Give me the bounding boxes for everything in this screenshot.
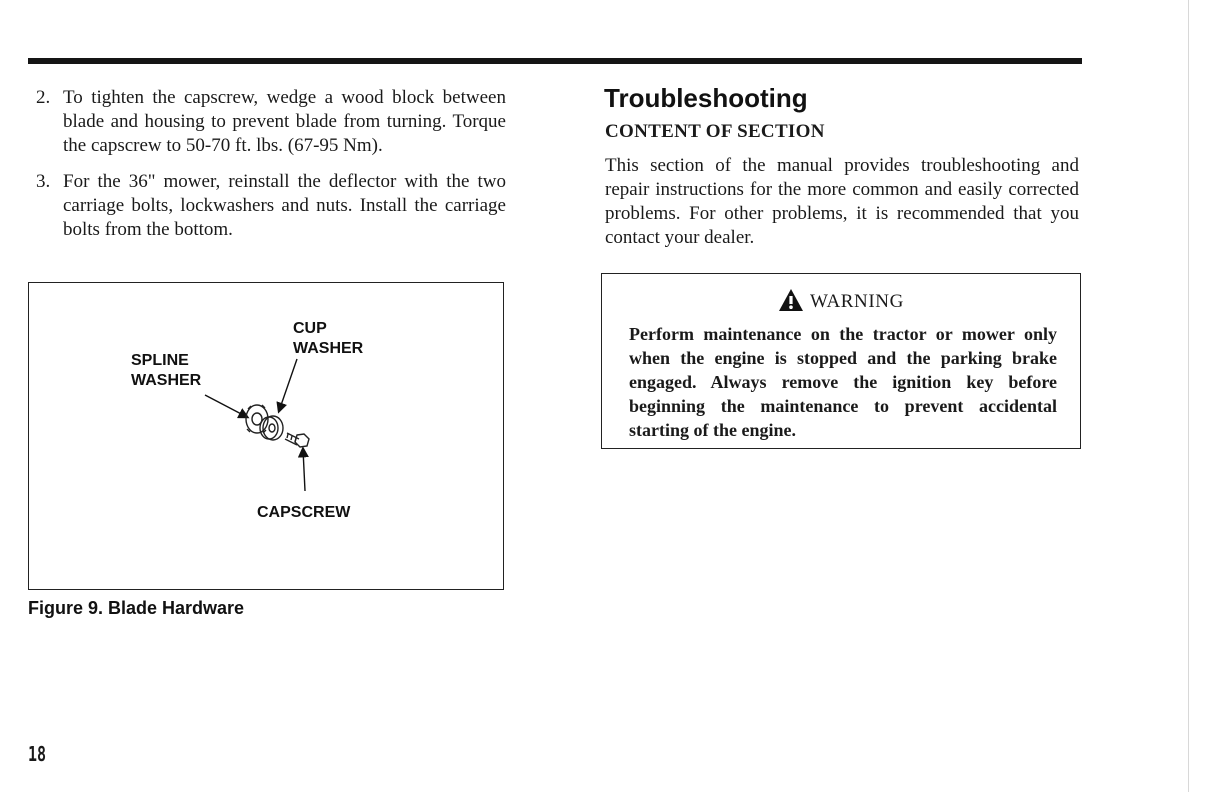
section-body: This section of the manual provides troubleshooting and repair instructions for the more common and easily corrected problems. For other problems, it is recommended that you contact your dealer. [605,155,1079,248]
warning-heading [602,288,1080,318]
page-number: 18 [28,742,47,766]
spline-washer-label-line: SPLINE [131,352,189,369]
step-item [36,86,506,158]
page-edge-line [1188,0,1189,792]
cup-washer-label-line: CUP [293,320,327,337]
step-item [36,170,506,242]
subsection-title: CONTENT OF SECTION [605,121,825,142]
spline-washer-label-line: WASHER [131,372,202,389]
blade-hardware-figure [28,282,504,590]
warning-text: Perform maintenance on the tractor or mower only when the engine is stopped and the parking brake engaged. Always remove the ignition key before beginning the maintenance to prevent accidental starting of the engine. [629,324,1057,440]
cup-washer-label-line: WASHER [293,340,364,357]
cup-washer-leader [279,359,297,411]
cup-washer-label [293,319,363,359]
capscrew-leader [303,449,305,491]
spline-washer-label [131,351,201,391]
section-title: Troubleshooting [604,83,808,113]
figure-caption: Figure 9. Blade Hardware [28,598,245,618]
cup-washer-part [260,416,283,440]
instruction-steps [36,86,506,254]
warning-heading-text: WARNING [810,291,904,312]
step-text: To tighten the capscrew, wedge a wood block between blade and housing to prevent blade from turning. Torque the capscrew to 50-70 ft. lbs. (67-95 Nm). [63,87,506,156]
warning-box [601,273,1081,449]
step-number: 3. [36,171,51,192]
step-text: For the 36" mower, reinstall the deflector with the two carriage bolts, lockwashers and nuts. Install the carriage bolts from the bottom. [63,171,506,240]
top-rule [28,58,1082,64]
blade-hardware-drawing [29,283,503,589]
capscrew-label: CAPSCREW [257,504,351,521]
spline-washer-leader [205,395,247,417]
step-number: 2. [36,87,51,108]
warning-icon [778,288,804,318]
capscrew-part [285,433,309,447]
